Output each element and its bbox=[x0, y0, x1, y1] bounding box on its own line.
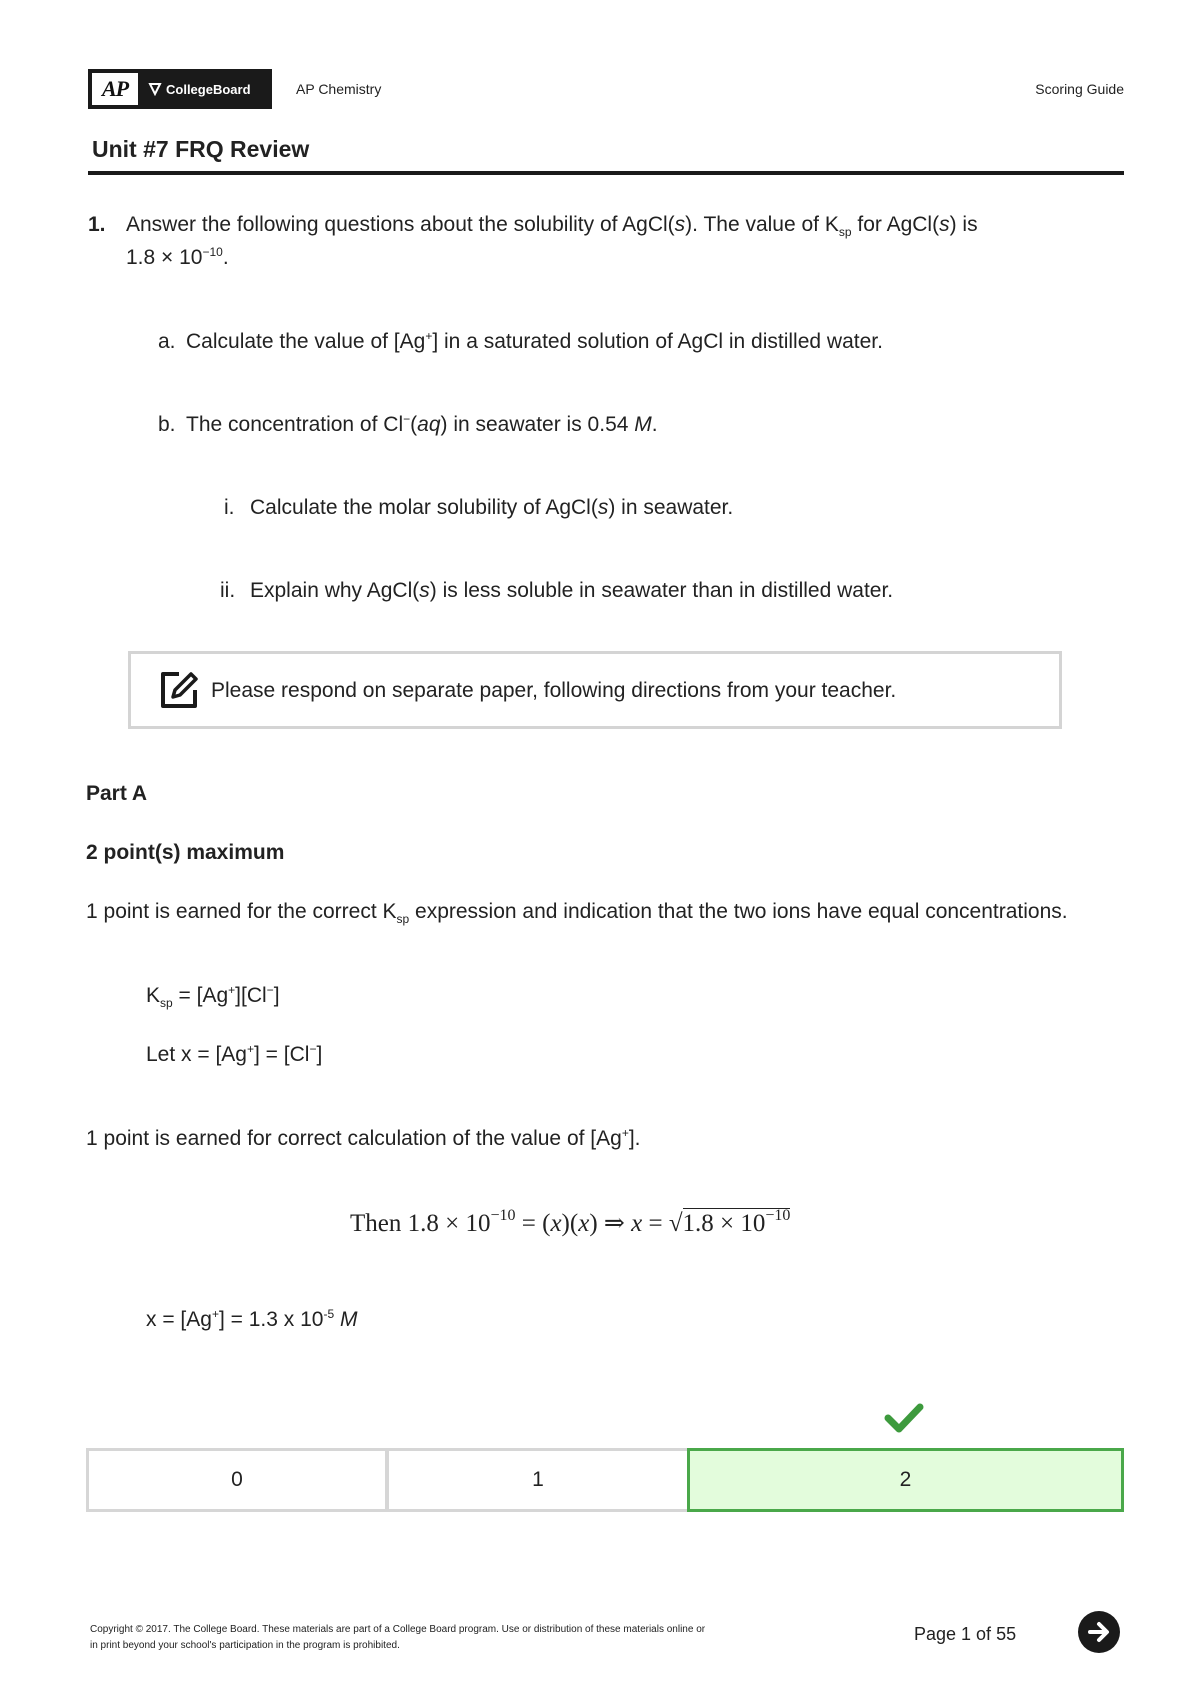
question-number: 1. bbox=[88, 213, 106, 236]
score-option-1[interactable]: 1 bbox=[386, 1448, 690, 1512]
scoring-guide-label: Scoring Guide bbox=[1035, 81, 1124, 97]
page-title: Unit #7 FRQ Review bbox=[92, 136, 310, 162]
part-heading: Part A bbox=[86, 782, 148, 805]
collegeboard-logo-text: CollegeBoard bbox=[166, 81, 251, 97]
course-name: AP Chemistry bbox=[296, 81, 382, 97]
copyright-notice: Copyright © 2017. The College Board. These materials are part of a College Board program. Use or distribution of these materials online or in print beyond your school's participation in the program is prohibited. bbox=[90, 1624, 706, 1651]
score-option-0[interactable]: 0 bbox=[86, 1448, 388, 1512]
ap-logo: AP bbox=[92, 73, 138, 105]
max-points: 2 point(s) maximum bbox=[86, 841, 285, 864]
title-divider bbox=[88, 171, 1124, 175]
result-value: x = [Ag+] = 1.3 x $10^{-5}$ M bbox=[146, 1307, 358, 1331]
ksp-expression: $K_{sp} = [Ag^+][Cl^-]$ bbox=[146, 983, 280, 1011]
question-stem: Answer the following questions about the solubility of AgCl(s). The value of $K_{sp}$ for AgCl(s) is $1.8 \times 10^{-10}$. bbox=[126, 213, 978, 269]
part-b-ii-prompt: ii. Explain why AgCl(s) is less soluble in seawater than in distilled water. bbox=[220, 579, 894, 602]
response-instructions-text: Please respond on separate paper, following directions from your teacher. bbox=[211, 678, 897, 702]
ap-collegeboard-logo bbox=[88, 69, 272, 109]
edit-icon bbox=[159, 670, 199, 710]
response-instructions-box bbox=[128, 651, 1062, 729]
score-option-2-selected[interactable]: 2 bbox=[687, 1448, 1124, 1512]
point-criterion-2: 1 point is earned for correct calculation of the value of [Ag+]. bbox=[86, 1126, 641, 1150]
part-a-prompt: a. Calculate the value of [Ag+] in a saturated solution of AgCl in distilled water. bbox=[158, 329, 883, 353]
part-b-prompt: b. The concentration of Cl−(aq) in seawater is 0.54 M. bbox=[158, 412, 658, 436]
acorn-icon bbox=[148, 82, 162, 96]
let-x-statement: Let x = [Ag+] = [Cl−] bbox=[146, 1042, 323, 1066]
part-b-i-prompt: i. Calculate the molar solubility of AgCl(s) in seawater. bbox=[224, 496, 734, 519]
point-criterion-1: 1 point is earned for the correct $K_{sp}$ expression and indication that the two ions have equal concentrations. bbox=[86, 900, 1068, 927]
page-indicator: Page 1 of 55 bbox=[914, 1624, 1017, 1644]
arrow-right-icon bbox=[1086, 1619, 1112, 1645]
next-page-button[interactable] bbox=[1078, 1611, 1120, 1653]
checkmark-icon bbox=[884, 1402, 924, 1434]
calculation-equation: Then $1.8 \times 10^{-10} = (x)(x)$ ⇒ $x = √1.8 \times 10^{-10}$ bbox=[350, 1206, 791, 1237]
